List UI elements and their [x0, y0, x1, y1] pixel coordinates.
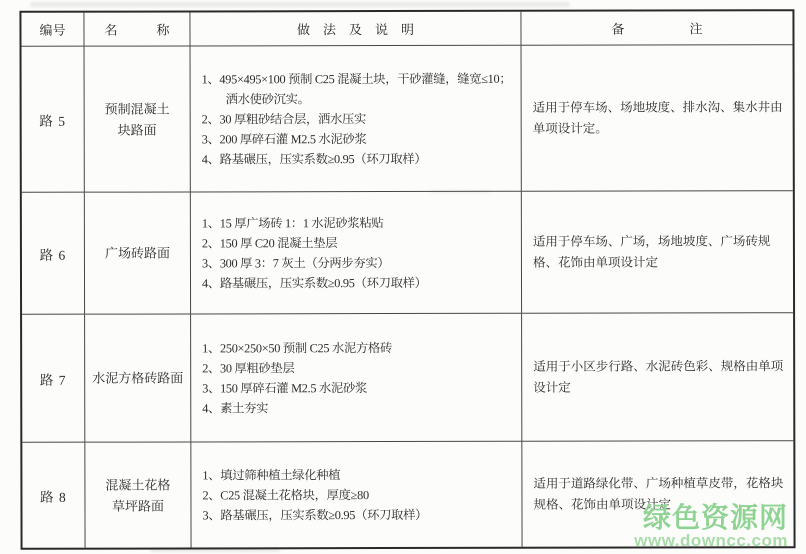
method-line: 2、30 厚粗砂结合层，洒水压实: [201, 111, 366, 126]
name-line: 混凝土花格: [105, 476, 171, 493]
remark-text: 适用于停车场、广场，场地坡度、广场砖规格、花饰由单项设计定: [532, 233, 771, 270]
row-remark-cell: [522, 313, 793, 442]
name-line: 预制混凝土: [104, 100, 170, 117]
method-line: 3、200 厚碎石灌 M2.5 水泥砂浆: [201, 131, 367, 146]
method-line: 1、15 厚广场砖 1：1 水泥砂浆粘贴: [201, 215, 384, 230]
method-line: 洒水使砂沉实。: [225, 91, 310, 106]
row-method-cell: [191, 46, 522, 193]
row-method-cell: [191, 192, 522, 315]
method-line: 1、250×250×50 预制 C25 水泥方格砖: [202, 340, 392, 355]
method-line: 3、路基碾压，压实系数≥0.95（环刀取样）: [202, 507, 428, 522]
row-id-cell: 路 6: [22, 193, 85, 315]
remark-text: 适用于小区步行路、水泥砖色彩、规格由单项设计定: [533, 358, 784, 395]
method-line: 3、150 厚碎石灌 M2.5 水泥砂浆: [202, 380, 368, 395]
scan-artifact: [30, 2, 570, 7]
header-cell-number: 编号: [21, 13, 84, 47]
row-name-cell: [85, 46, 191, 192]
name-line: 草坪路面: [111, 498, 164, 514]
row-name-cell: [85, 442, 191, 547]
method-line: 4、路基碾压，压实系数≥0.95（环刀取样）: [201, 275, 427, 290]
row-id-cell: 路 7: [22, 315, 85, 443]
header-cell-method: 做 法 及 说 明: [190, 12, 521, 47]
road-pavement-spec-table: [19, 9, 795, 550]
name-line: 水泥方格砖路面: [92, 370, 184, 386]
row-name-cell: [85, 192, 191, 314]
watermark-site-url: www.downcc.com: [634, 531, 788, 551]
method-line: 2、30 厚粗砂垫层: [202, 360, 295, 375]
method-line: 2、150 厚 C20 混凝土垫层: [201, 235, 338, 250]
row-name-cell: [85, 314, 191, 442]
row-method-cell: [191, 442, 522, 548]
name-line: 广场砖路面: [104, 245, 170, 261]
row-remark-cell: [522, 45, 793, 192]
header-cell-remark: 备 注: [521, 11, 792, 46]
watermark-site-name: 绿色资源网: [642, 501, 788, 533]
method-line: 4、素土夯实: [202, 400, 269, 415]
row-remark-cell: [522, 191, 793, 314]
header-cell-name: 名 称: [84, 12, 190, 46]
name-line: 块路面: [117, 122, 157, 138]
remark-text: 适用于停车场、场地坡度、排水沟、集水井由单项设计定。: [532, 99, 783, 136]
method-line: 3、300 厚 3：7 灰土（分两步夯实）: [201, 255, 390, 270]
row-id-cell: 路 8: [22, 443, 85, 548]
method-line: 4、路基碾压，压实系数≥0.95（环刀取样）: [201, 151, 427, 166]
method-line: 1、填过筛种植土绿化种植: [202, 467, 341, 482]
row-remark-cell: [522, 441, 793, 547]
remark-text: 适用于道路绿化带、广场种植草皮带，花格块规格、花饰由单项设计定: [533, 475, 784, 512]
row-id-cell: 路 5: [22, 47, 85, 193]
method-line: 2、C25 混凝土花格块，厚度≥80: [202, 487, 369, 502]
method-line: 1、495×495×100 预制 C25 混凝土块，干砂灌缝，缝宽≤10；: [201, 71, 512, 86]
row-method-cell: [191, 314, 522, 443]
